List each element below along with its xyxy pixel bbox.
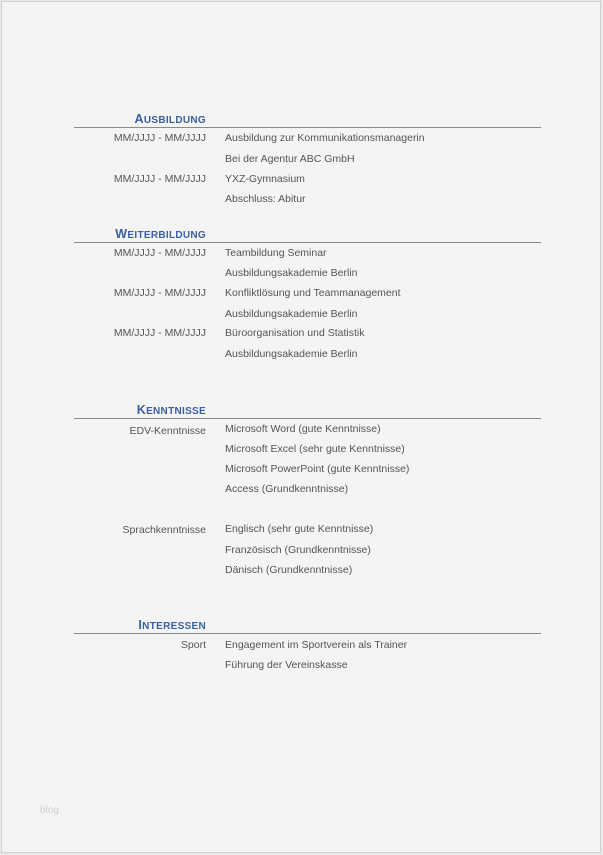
- interest-category: Sport: [180, 639, 206, 651]
- entry-text: Engagement im Sportverein als Trainer: [225, 639, 408, 651]
- entry-text: Ausbildungsakademie Berlin: [225, 267, 358, 279]
- entry-text: Ausbildungsakademie Berlin: [225, 308, 358, 320]
- entry-text: Englisch (sehr gute Kenntnisse): [225, 523, 374, 535]
- entry-text: Teambildung Seminar: [225, 247, 327, 259]
- list-item: [74, 523, 541, 539]
- watermark: blog: [40, 805, 59, 816]
- list-item: [74, 287, 541, 303]
- list-item: [74, 327, 541, 343]
- entry-text: Dänisch (Grundkenntnisse): [225, 564, 353, 576]
- section-divider: [74, 127, 541, 128]
- list-item: [74, 544, 541, 560]
- skill-category: Sprachkenntnisse: [122, 524, 206, 536]
- skill-category: EDV-Kenntnisse: [129, 425, 206, 437]
- section-divider: [74, 633, 541, 634]
- list-item: [74, 193, 541, 209]
- cv-page: [1, 1, 601, 853]
- date-range: MM/JJJJ - MM/JJJJ: [113, 173, 206, 185]
- list-item: [74, 659, 541, 675]
- entry-text: Microsoft Word (gute Kenntnisse): [225, 423, 381, 435]
- list-item: [74, 348, 541, 364]
- entry-text: Französisch (Grundkenntnisse): [225, 544, 371, 556]
- section-title: KENNTNISSE: [136, 403, 206, 417]
- date-range: MM/JJJJ - MM/JJJJ: [113, 132, 206, 144]
- entry-text: Ausbildungsakademie Berlin: [225, 348, 358, 360]
- list-item: [74, 247, 541, 263]
- list-item: [74, 463, 541, 479]
- section-divider: [74, 418, 541, 419]
- entry-text: Microsoft PowerPoint (gute Kenntnisse): [225, 463, 410, 475]
- list-item: [74, 423, 541, 439]
- entry-text: Büroorganisation und Statistik: [225, 327, 365, 339]
- entry-text: Konfliktlösung und Teammanagement: [225, 287, 401, 299]
- list-item: [74, 153, 541, 169]
- entry-text: Microsoft Excel (sehr gute Kenntnisse): [225, 443, 405, 455]
- list-item: [74, 267, 541, 283]
- section-title: INTERESSEN: [138, 618, 206, 632]
- date-range: MM/JJJJ - MM/JJJJ: [113, 287, 206, 299]
- list-item: [74, 564, 541, 580]
- section-divider: [74, 242, 541, 243]
- section-title: AUSBILDUNG: [134, 112, 206, 126]
- entry-text: Führung der Vereinskasse: [225, 659, 348, 671]
- entry-text: Abschluss: Abitur: [225, 193, 306, 205]
- list-item: [74, 308, 541, 324]
- entry-text: YXZ-Gymnasium: [225, 173, 305, 185]
- date-range: MM/JJJJ - MM/JJJJ: [113, 327, 206, 339]
- list-item: [74, 483, 541, 499]
- list-item: [74, 132, 541, 148]
- entry-text: Bei der Agentur ABC GmbH: [225, 153, 355, 165]
- entry-text: Access (Grundkenntnisse): [225, 483, 349, 495]
- entry-text: Ausbildung zur Kommunikationsmanagerin: [225, 132, 425, 144]
- list-item: [74, 443, 541, 459]
- section-title: WEITERBILDUNG: [115, 227, 206, 241]
- list-item: [74, 173, 541, 189]
- list-item: [74, 639, 541, 655]
- date-range: MM/JJJJ - MM/JJJJ: [113, 247, 206, 259]
